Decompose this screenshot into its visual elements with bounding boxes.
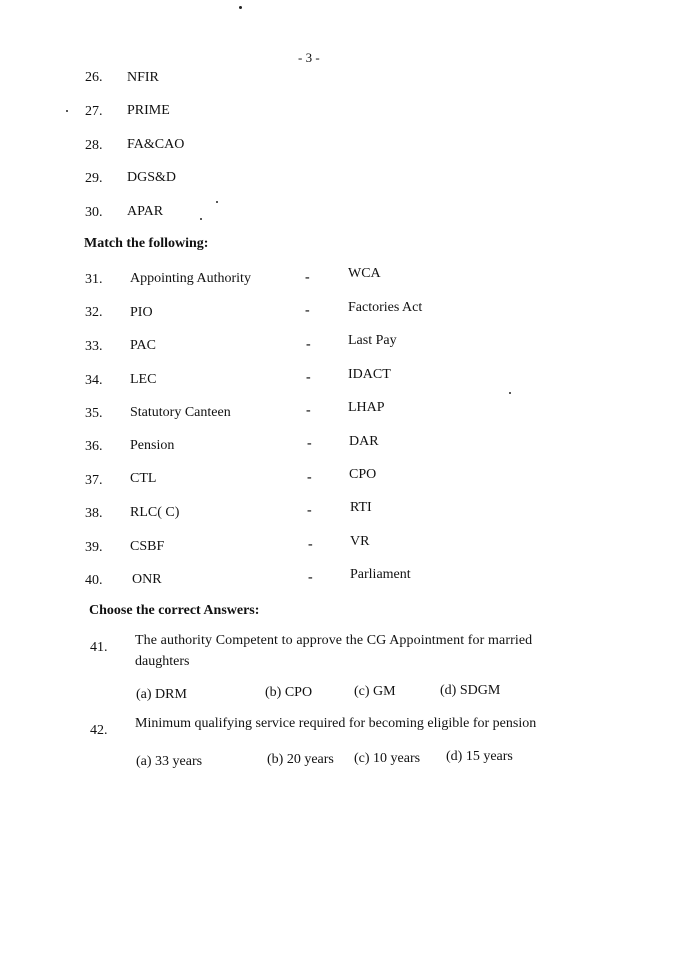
match-dash: -: [306, 370, 311, 385]
answer-option-d: (d) SDGM: [440, 683, 501, 698]
answer-option-a: (a) 33 years: [136, 754, 203, 769]
item-number: 26.: [85, 70, 103, 85]
item-number: 39.: [85, 540, 103, 555]
item-number: 27.: [85, 104, 103, 119]
match-right: DAR: [349, 434, 379, 449]
match-right: CPO: [349, 467, 377, 482]
abbreviation-term: FA&CAO: [127, 137, 185, 152]
item-number: 31.: [85, 272, 103, 287]
scan-speck: [239, 6, 242, 9]
item-number: 30.: [85, 205, 103, 220]
match-dash: -: [307, 470, 312, 485]
answer-option-b: (b) 20 years: [267, 752, 334, 767]
match-dash: -: [306, 403, 311, 418]
abbreviation-term: DGS&D: [127, 170, 177, 185]
question-text: The authority Competent to approve the CG Appointment for married: [135, 633, 533, 648]
match-right: Parliament: [350, 567, 411, 582]
scan-speck: [509, 392, 511, 394]
match-heading: Match the following:: [84, 236, 209, 251]
item-number: 35.: [85, 406, 103, 421]
item-number: 34.: [85, 373, 103, 388]
match-dash: -: [306, 337, 311, 352]
answer-option-a: (a) DRM: [136, 687, 187, 702]
match-dash: -: [305, 303, 310, 318]
answer-option-d: (d) 15 years: [446, 749, 513, 764]
question-text: Minimum qualifying service required for becoming eligible for pension: [135, 716, 537, 731]
match-dash: -: [308, 537, 313, 552]
match-left: CSBF: [130, 539, 165, 554]
answer-option-c: (c) 10 years: [354, 751, 421, 766]
item-number: 38.: [85, 506, 103, 521]
match-left: RLC( C): [130, 505, 180, 520]
match-dash: -: [307, 503, 312, 518]
item-number: 28.: [85, 138, 103, 153]
item-number: 33.: [85, 339, 103, 354]
item-number: 37.: [85, 473, 103, 488]
scan-speck: [200, 218, 202, 220]
choose-heading: Choose the correct Answers:: [89, 603, 260, 618]
match-dash: -: [308, 570, 313, 585]
answer-option-b: (b) CPO: [265, 685, 313, 700]
match-dash: -: [305, 270, 310, 285]
match-right: VR: [350, 534, 370, 549]
answer-option-c: (c) GM: [354, 684, 396, 699]
item-number: 29.: [85, 171, 103, 186]
match-left: ONR: [132, 572, 162, 587]
abbreviation-term: APAR: [127, 204, 164, 219]
match-right: RTI: [350, 500, 372, 515]
match-right: WCA: [348, 266, 381, 281]
question-text-continued: daughters: [135, 654, 190, 669]
match-right: LHAP: [348, 400, 385, 415]
match-right: IDACT: [348, 367, 391, 382]
abbreviation-term: NFIR: [127, 70, 159, 85]
question-number: 41.: [90, 640, 108, 655]
match-dash: -: [307, 436, 312, 451]
match-right: Factories Act: [348, 300, 423, 315]
page-number: - 3 -: [298, 50, 320, 65]
scan-speck: [66, 110, 68, 112]
item-number: 40.: [85, 573, 103, 588]
item-number: 32.: [85, 305, 103, 320]
item-number: 36.: [85, 439, 103, 454]
match-right: Last Pay: [348, 333, 397, 348]
match-left: Appointing Authority: [130, 271, 251, 286]
match-left: Statutory Canteen: [130, 405, 231, 420]
match-left: PAC: [130, 338, 156, 353]
question-number: 42.: [90, 723, 108, 738]
match-left: LEC: [130, 372, 157, 387]
match-left: Pension: [130, 438, 175, 453]
match-left: CTL: [130, 471, 157, 486]
match-left: PIO: [130, 305, 153, 320]
scan-speck: [216, 201, 218, 203]
abbreviation-term: PRIME: [127, 103, 170, 118]
